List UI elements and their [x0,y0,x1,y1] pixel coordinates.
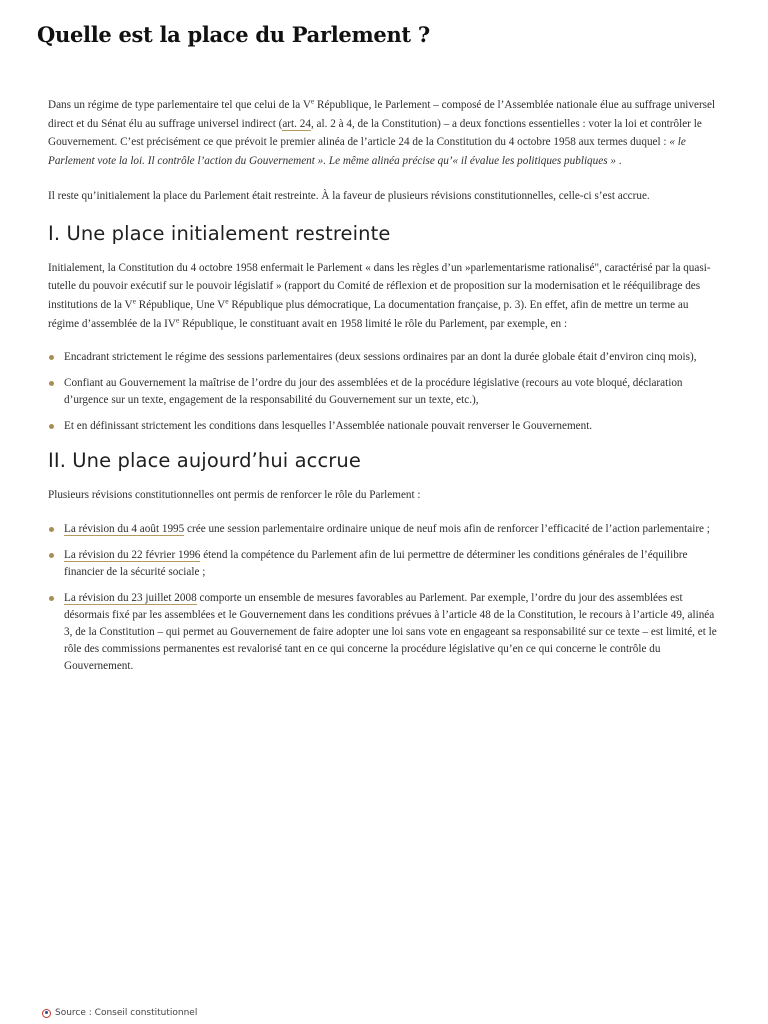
revision-1996-link[interactable]: La révision du 22 février 1996 [64,549,201,562]
conseil-constitutionnel-logo-icon [42,1009,51,1018]
section-1-heading: I. Une place initialement restreinte [48,221,391,245]
list-item: Et en définissant strictement les conditions dans lesquelles l’Assemblée nationale pouvait renverser le Gouvernement. [48,418,718,435]
article-content [48,96,718,689]
bullet-icon [49,596,54,601]
list-item: La révision du 4 août 1995 crée une session parlementaire ordinaire unique de neuf mois afin de renforcer l’efficacité de l’action parlementaire ; [48,521,718,538]
intro-quote: « le Parlement vote la loi. Il contrôle l’action du Gouvernement ». Le même alinéa précise qu’« il évalue les politiques publiques » [48,136,686,168]
bullet-icon [49,424,54,429]
section-1-paragraph: Initialement, la Constitution du 4 octobre 1958 enfermait le Parlement « dans les règles d’un »parlementarisme rationalisé", caractérisé par la quasi-tutelle du pouvoir exécutif sur le pouvoir législatif » (rapport du Comité de réflexion et de proposition sur la modernisation et le rééquilibrage des institutions de la Ve République, Une Ve République plus démocratique, La documentation française, p. 3). En effet, afin de mettre un terme au régime d’assemblée de la IVe République, le constituant avait en 1958 limité le rôle du Parlement, par exemple, en : [48,261,711,330]
intro-paragraph-2: Il reste qu’initialement la place du Parlement était restreinte. À la faveur de plusieurs révisions constitutionnelles, celle-ci s’est accrue. [48,189,650,202]
revision-2008-link[interactable]: La révision du 23 juillet 2008 [64,592,197,605]
section-1-list [48,349,718,435]
section-2-list [48,521,718,675]
article-24-link[interactable]: art. 24 [282,117,311,130]
bullet-icon [49,527,54,532]
intro-paragraph-1: Dans un régime de type parlementaire tel que celui de la Ve République, le Parlement – composé de l’Assemblée nationale élue au suffrage universel direct et du Sénat élu au suffrage universel indirect (art. 24, al. 2 à 4, de la Constitution) – a deux fonctions essentielles : voter la loi et contrôler le Gouvernement. C’est précisément ce que prévoit le premier alinéa de l’article 24 de la Constitution du 4 octobre 1958 aux termes duquel : « le Parlement vote la loi. Il contrôle l’action du Gouvernement ». Le même alinéa précise qu’« il évalue les politiques publiques » . [48,96,716,168]
list-item: Confiant au Gouvernement la maîtrise de l’ordre du jour des assemblées et de la procédure législative (recours au vote bloqué, déclaration d’urgence sur un texte, engagement de la responsabilité du Gouvernement sur un texte, etc.), [48,375,718,409]
bullet-icon [49,553,54,558]
bullet-icon [49,381,54,386]
page-title: Quelle est la place du Parlement ? [37,22,430,47]
source-footer [42,1008,197,1018]
list-item: La révision du 23 juillet 2008 comporte un ensemble de mesures favorables au Parlement. Par exemple, l’ordre du jour des assemblées est désormais fixé par les assemblées et le Gouvernement dans les conditions prévues à l’article 48 de la Constitution, le recours à l’article 49, alinéa 3, de la Constitution – qui permet au Gouvernement de faire adopter une loi sans vote en engageant sa responsabilité sur ce texte – est limité, et le rôle des commissions permanentes est revalorisé tant en ce qui concerne la procédure législative qu’en ce qui concerne le contrôle du Gouvernement. [48,590,718,675]
section-2-heading: II. Une place aujourd’hui accrue [48,449,361,473]
list-item: La révision du 22 février 1996 étend la compétence du Parlement afin de lui permettre de déterminer les conditions générales de l’équilibre financier de la sécurité sociale ; [48,547,718,581]
bullet-icon [49,355,54,360]
revision-1995-link[interactable]: La révision du 4 août 1995 [64,523,185,536]
list-item: Encadrant strictement le régime des sessions parlementaires (deux sessions ordinaires par an dont la durée globale était d’environ cinq mois), [48,349,718,366]
source-label: Source : Conseil constitutionnel [55,1008,198,1018]
section-2-paragraph: Plusieurs révisions constitutionnelles ont permis de renforcer le rôle du Parlement : [48,489,421,502]
